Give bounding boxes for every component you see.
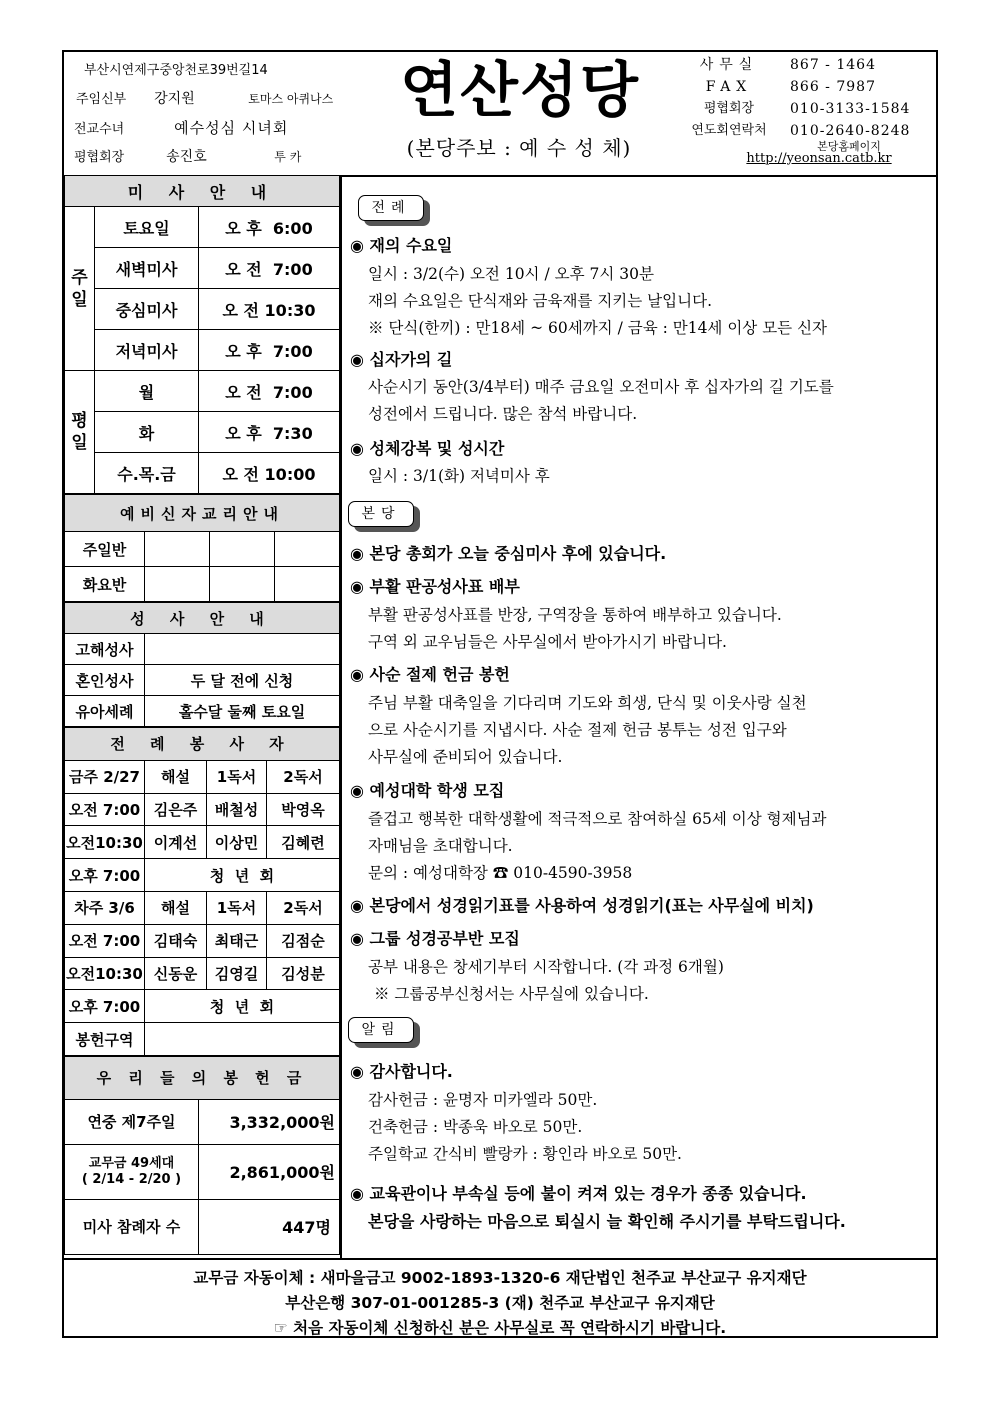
auto-transfer-line2: 부산은행 307-01-001285-3 (재) 천주교 부산교구 유지재단	[285, 1294, 715, 1312]
thanks-line1: 감사헌금 : 윤명자 미카엘라 50만.	[368, 1091, 598, 1109]
main-content	[340, 175, 936, 1258]
college-line1: 즐겁고 행복한 대학생활에 적극적으로 참여하실 65세 이상 형제님과	[368, 810, 827, 828]
homepage-label: 본당홈페이지	[817, 140, 881, 153]
lent-offering-line2: 으로 사순시기를 지냅시다. 사순 절제 헌금 봉투는 성전 입구와	[368, 721, 787, 739]
parish-tag: 본당	[348, 501, 414, 527]
homepage-link[interactable]: http://yeonsan.catb.kr	[746, 151, 892, 166]
sacrament-info	[145, 634, 340, 665]
server-slot: 금주 2/27	[65, 760, 145, 793]
sacrament-name: 고해성사	[65, 634, 145, 665]
server-group: 청 년 회	[145, 859, 340, 892]
server-slot: 봉헌구역	[65, 1023, 145, 1056]
server-slot: 오후 7:00	[65, 990, 145, 1023]
mass-time: 오 후 7:00	[199, 330, 340, 371]
ash-wednesday-desc: 재의 수요일은 단식재와 금육재를 지키는 날입니다.	[368, 292, 712, 310]
lights-notice-line1: ◉ 교육관이나 부속실 등에 불이 켜져 있는 경우가 종종 있습니다.	[350, 1184, 807, 1203]
bulletin-footer	[64, 1258, 936, 1340]
office-label: 사무실	[699, 57, 759, 73]
thanks-line2: 건축헌금 : 박종욱 바오로 50만.	[368, 1118, 583, 1136]
bible-study-note: ※ 그룹공부신청서는 사무실에 있습니다.	[374, 985, 649, 1003]
notices-tag: 알림	[348, 1017, 414, 1043]
parish-address: 부산시연제구중앙천로39번길14	[84, 63, 268, 78]
pastor-name: 강지원	[154, 91, 195, 107]
server-name: 이상민	[207, 826, 267, 859]
adoration-title: ◉ 성체강복 및 성시간	[350, 439, 505, 458]
council-phone: 010-3133-1584	[790, 101, 911, 117]
server-name: 최태근	[207, 924, 267, 957]
server-slot: 오전10:30	[65, 826, 145, 859]
ash-wednesday-title: ◉ 재의 수요일	[350, 236, 453, 255]
catechumen-table	[64, 494, 340, 602]
council-name: 송진호	[166, 149, 207, 165]
auto-transfer-line1: 교무금 자동이체 : 새마을금고 9002-1893-1320-6 재단법인 천주교 부산교구 유지재단	[193, 1269, 807, 1287]
sacrament-info: 두 달 전에 신청	[145, 665, 340, 696]
mass-name: 토요일	[95, 207, 199, 248]
server-name: 김은주	[145, 793, 207, 826]
catechumen-heading: 예비신자교리안내	[65, 495, 340, 532]
weekday-label	[65, 371, 95, 494]
nun-name: 예수성심 시녀회	[174, 119, 289, 137]
sunday-label-text: 주일	[71, 267, 88, 310]
server-name: 김성분	[267, 957, 340, 990]
thanks-title: ◉ 감사합니다.	[350, 1062, 453, 1081]
mass-time: 오 전 7:00	[199, 248, 340, 289]
college-contact: 문의 : 예성대학장 ☎ 010-4590-3958	[368, 864, 633, 882]
server-name: 김점순	[267, 924, 340, 957]
sacraments-heading: 성 사 안 내	[65, 603, 340, 634]
bulletin-subtitle: (본당주보 : 예 수 성 체)	[406, 136, 632, 160]
empty-cell	[210, 532, 275, 567]
empty-cell	[275, 532, 340, 567]
lent-offering-title: ◉ 사순 절제 헌금 봉헌	[350, 665, 510, 684]
dues-label	[65, 1144, 199, 1199]
server-role: 2독서	[267, 760, 340, 793]
server-name: 김태숙	[145, 924, 207, 957]
server-role: 2독서	[267, 891, 340, 924]
college-line2: 자매님을 초대합니다.	[368, 837, 513, 855]
sunday-offering-amount: 3,332,000원	[199, 1099, 340, 1144]
liturgy-tag: 전례	[358, 195, 424, 221]
mass-heading: 미 사 안 내	[65, 176, 340, 207]
server-name: 신동운	[145, 957, 207, 990]
attendees-label: 미사 참례자 수	[65, 1199, 199, 1254]
fax-label: FAX	[705, 79, 753, 95]
empty-cell	[210, 567, 275, 602]
server-role: 해설	[145, 760, 207, 793]
offering-table	[64, 1056, 340, 1255]
server-role: 1독서	[207, 891, 267, 924]
sacraments-table	[64, 602, 340, 727]
council-role: 평협회장	[74, 150, 125, 165]
pastor-baptismal-name: 토마스 아퀴나스	[248, 92, 334, 106]
way-of-cross-line1: 사순시기 동안(3/4부터) 매주 금요일 오전미사 후 십자가의 길 기도를	[368, 378, 834, 396]
lent-offering-line3: 사무실에 준비되어 있습니다.	[368, 748, 563, 766]
empty-cell	[275, 567, 340, 602]
offering-heading: 우 리 들 의 봉 헌 금	[65, 1056, 340, 1099]
clergy-info	[70, 56, 360, 172]
lent-offering-line1: 주님 부활 대축일을 기다리며 기도와 희생, 단식 및 이웃사랑 실천	[368, 694, 807, 712]
server-name: 김영길	[207, 957, 267, 990]
sacrament-info: 홀수달 둘째 토요일	[145, 696, 340, 727]
bulletin-header	[64, 52, 936, 177]
server-name: 김혜련	[267, 826, 340, 859]
lights-notice-line2: 본당을 사랑하는 마음으로 퇴실시 늘 확인해 주시기를 부탁드립니다.	[368, 1212, 846, 1231]
sunday-label	[65, 207, 95, 371]
mass-time: 오 전 7:00	[199, 371, 340, 412]
bulletin-page	[62, 50, 938, 1338]
bible-study-line1: 공부 내용은 창세기부터 시작합니다. (각 과정 6개월)	[368, 958, 724, 976]
server-group: 청 년 회	[145, 990, 340, 1023]
server-slot: 오전10:30	[65, 957, 145, 990]
empty-cell	[145, 532, 210, 567]
liturgy-servers-table	[64, 727, 340, 1056]
ash-wednesday-time: 일시 : 3/2(수) 오전 10시 / 오후 7시 30분	[368, 265, 654, 283]
bible-reading-notice: ◉ 본당에서 성경읽기표를 사용하여 성경읽기(표는 사무실에 비치)	[350, 896, 814, 915]
homepage-info	[704, 141, 934, 165]
way-of-cross-title: ◉ 십자가의 길	[350, 350, 453, 369]
mass-name: 저녁미사	[95, 330, 199, 371]
easter-ticket-line1: 부활 판공성사표를 반장, 구역장을 통하여 배부하고 있습니다.	[368, 606, 782, 624]
elders-phone: 010-2640-8248	[790, 123, 911, 139]
server-slot: 오전 7:00	[65, 793, 145, 826]
mass-name: 중심미사	[95, 289, 199, 330]
easter-ticket-title: ◉ 부활 판공성사표 배부	[350, 577, 520, 596]
contact-info	[684, 54, 934, 142]
easter-ticket-line2: 구역 외 교우님들은 사무실에서 받아가시기 바랍니다.	[368, 633, 727, 651]
thanks-line3: 주일학교 간식비 빨랑카 : 황인라 바오로 50만.	[368, 1145, 682, 1163]
ash-wednesday-note: ※ 단식(한끼) : 만18세 ~ 60세까지 / 금육 : 만14세 이상 모든 신자	[368, 319, 828, 337]
mass-time: 오 전 10:00	[199, 453, 340, 494]
catechumen-class: 화요반	[65, 567, 145, 602]
mass-name: 새벽미사	[95, 248, 199, 289]
mass-name: 수.목.금	[95, 453, 199, 494]
sunday-offering-label: 연중 제7주일	[65, 1099, 199, 1144]
bible-study-title: ◉ 그룹 성경공부반 모집	[350, 929, 520, 948]
parish-title: 연산성당	[400, 56, 640, 126]
server-name: 배철성	[207, 793, 267, 826]
sacrament-name: 혼인성사	[65, 665, 145, 696]
servers-heading: 전 례 봉 사 자	[65, 728, 340, 761]
dues-label-line1: 교무금 49세대	[88, 1155, 175, 1171]
nun-role: 전교수녀	[74, 122, 125, 137]
adoration-time: 일시 : 3/1(화) 저녁미사 후	[368, 467, 550, 485]
sacrament-name: 유아세례	[65, 696, 145, 727]
offering-district	[145, 1023, 340, 1056]
pastor-role: 주임신부	[76, 92, 127, 107]
general-meeting-notice: ◉ 본당 총회가 오늘 중심미사 후에 있습니다.	[350, 544, 667, 563]
mass-name: 월	[95, 371, 199, 412]
dues-label-line2: ( 2/14 - 2/20 )	[81, 1171, 182, 1187]
server-name: 이계선	[145, 826, 207, 859]
server-role: 해설	[145, 891, 207, 924]
mass-time: 오 후 6:00	[199, 207, 340, 248]
college-title: ◉ 예성대학 학생 모집	[350, 781, 505, 800]
server-slot: 오후 7:00	[65, 859, 145, 892]
weekday-label-text: 평일	[71, 411, 88, 453]
server-slot: 차주 3/6	[65, 891, 145, 924]
attendees-count: 447명	[199, 1199, 340, 1254]
catechumen-class: 주일반	[65, 532, 145, 567]
server-slot: 오전 7:00	[65, 924, 145, 957]
way-of-cross-line2: 성전에서 드립니다. 많은 참석 바랍니다.	[368, 405, 638, 423]
mass-schedule-table	[64, 175, 340, 494]
empty-cell	[145, 567, 210, 602]
left-sidebar	[64, 175, 342, 1258]
elders-phone-label: 연도회연락처	[691, 123, 767, 138]
mass-time: 오 전 10:30	[199, 289, 340, 330]
auto-transfer-notice: ☞ 처음 자동이체 신청하신 분은 사무실로 꼭 연락하시기 바랍니다.	[273, 1319, 727, 1337]
mass-time: 오 후 7:30	[199, 412, 340, 453]
fax-number: 866 - 7987	[790, 79, 876, 95]
server-role: 1독서	[207, 760, 267, 793]
council-baptismal-name: 투 카	[274, 150, 302, 164]
mass-name: 화	[95, 412, 199, 453]
council-phone-label: 평협회장	[703, 101, 755, 116]
dues-amount: 2,861,000원	[199, 1144, 340, 1199]
office-phone: 867 - 1464	[790, 57, 876, 73]
server-name: 박영옥	[267, 793, 340, 826]
